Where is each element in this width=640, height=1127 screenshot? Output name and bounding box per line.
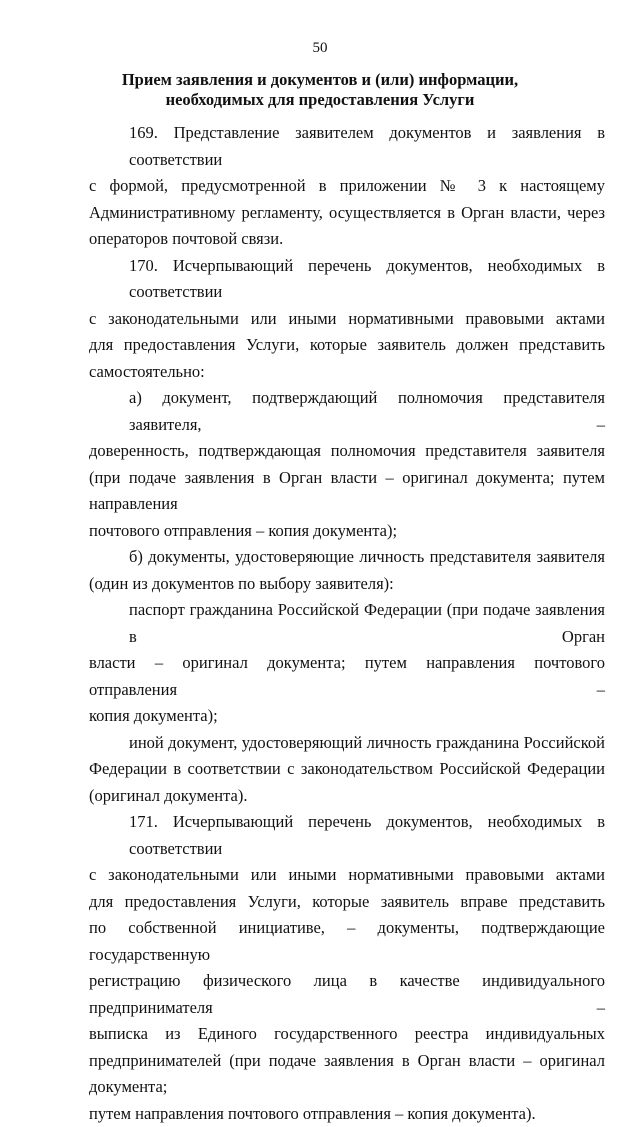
page-number: 50: [0, 40, 640, 57]
text-line: с законодательными или иными нормативными правовыми актами: [89, 306, 605, 333]
text-line: иной документ, удостоверяющий личность гражданина Российской: [89, 730, 605, 757]
body-text: [89, 120, 605, 1127]
text-line: копия документа);: [89, 703, 605, 730]
text-line: путем направления почтового отправления – копия документа).: [89, 1101, 605, 1127]
section-heading-line-1: Прием заявления и документов и (или) информации,: [60, 70, 580, 90]
text-line: (оригинал документа).: [89, 783, 605, 810]
text-line: для предоставления Услуги, которые заявитель вправе представить: [89, 889, 605, 916]
section-heading: [60, 70, 580, 110]
text-line: власти – оригинал документа; путем направления почтового отправления –: [89, 650, 605, 703]
text-line: паспорт гражданина Российской Федерации (при подаче заявления в Орган: [89, 597, 605, 650]
text-line: а) документ, подтверждающий полномочия представителя заявителя, –: [89, 385, 605, 438]
text-line: выписка из Единого государственного реестра индивидуальных: [89, 1021, 605, 1048]
text-line: самостоятельно:: [89, 359, 605, 386]
text-line: регистрацию физического лица в качестве индивидуального предпринимателя –: [89, 968, 605, 1021]
text-line: операторов почтовой связи.: [89, 226, 605, 253]
text-line: предпринимателей (при подаче заявления в Орган власти – оригинал документа;: [89, 1048, 605, 1101]
text-line: (один из документов по выбору заявителя):: [89, 571, 605, 598]
text-line: по собственной инициативе, – документы, подтверждающие государственную: [89, 915, 605, 968]
text-line: доверенность, подтверждающая полномочия представителя заявителя: [89, 438, 605, 465]
text-line: с законодательными или иными нормативными правовыми актами: [89, 862, 605, 889]
text-line: Федерации в соответствии с законодательством Российской Федерации: [89, 756, 605, 783]
text-line: б) документы, удостоверяющие личность представителя заявителя: [89, 544, 605, 571]
text-line: (при подаче заявления в Орган власти – оригинал документа; путем направления: [89, 465, 605, 518]
text-line: с формой, предусмотренной в приложении № 3 к настоящему: [89, 173, 605, 200]
text-line: 170. Исчерпывающий перечень документов, необходимых в соответствии: [89, 253, 605, 306]
text-line: Административному регламенту, осуществляется в Орган власти, через: [89, 200, 605, 227]
text-line: 169. Представление заявителем документов и заявления в соответствии: [89, 120, 605, 173]
text-line: 171. Исчерпывающий перечень документов, необходимых в соответствии: [89, 809, 605, 862]
text-line: для предоставления Услуги, которые заявитель должен представить: [89, 332, 605, 359]
text-line: почтового отправления – копия документа);: [89, 518, 605, 545]
section-heading-line-2: необходимых для предоставления Услуги: [60, 90, 580, 110]
